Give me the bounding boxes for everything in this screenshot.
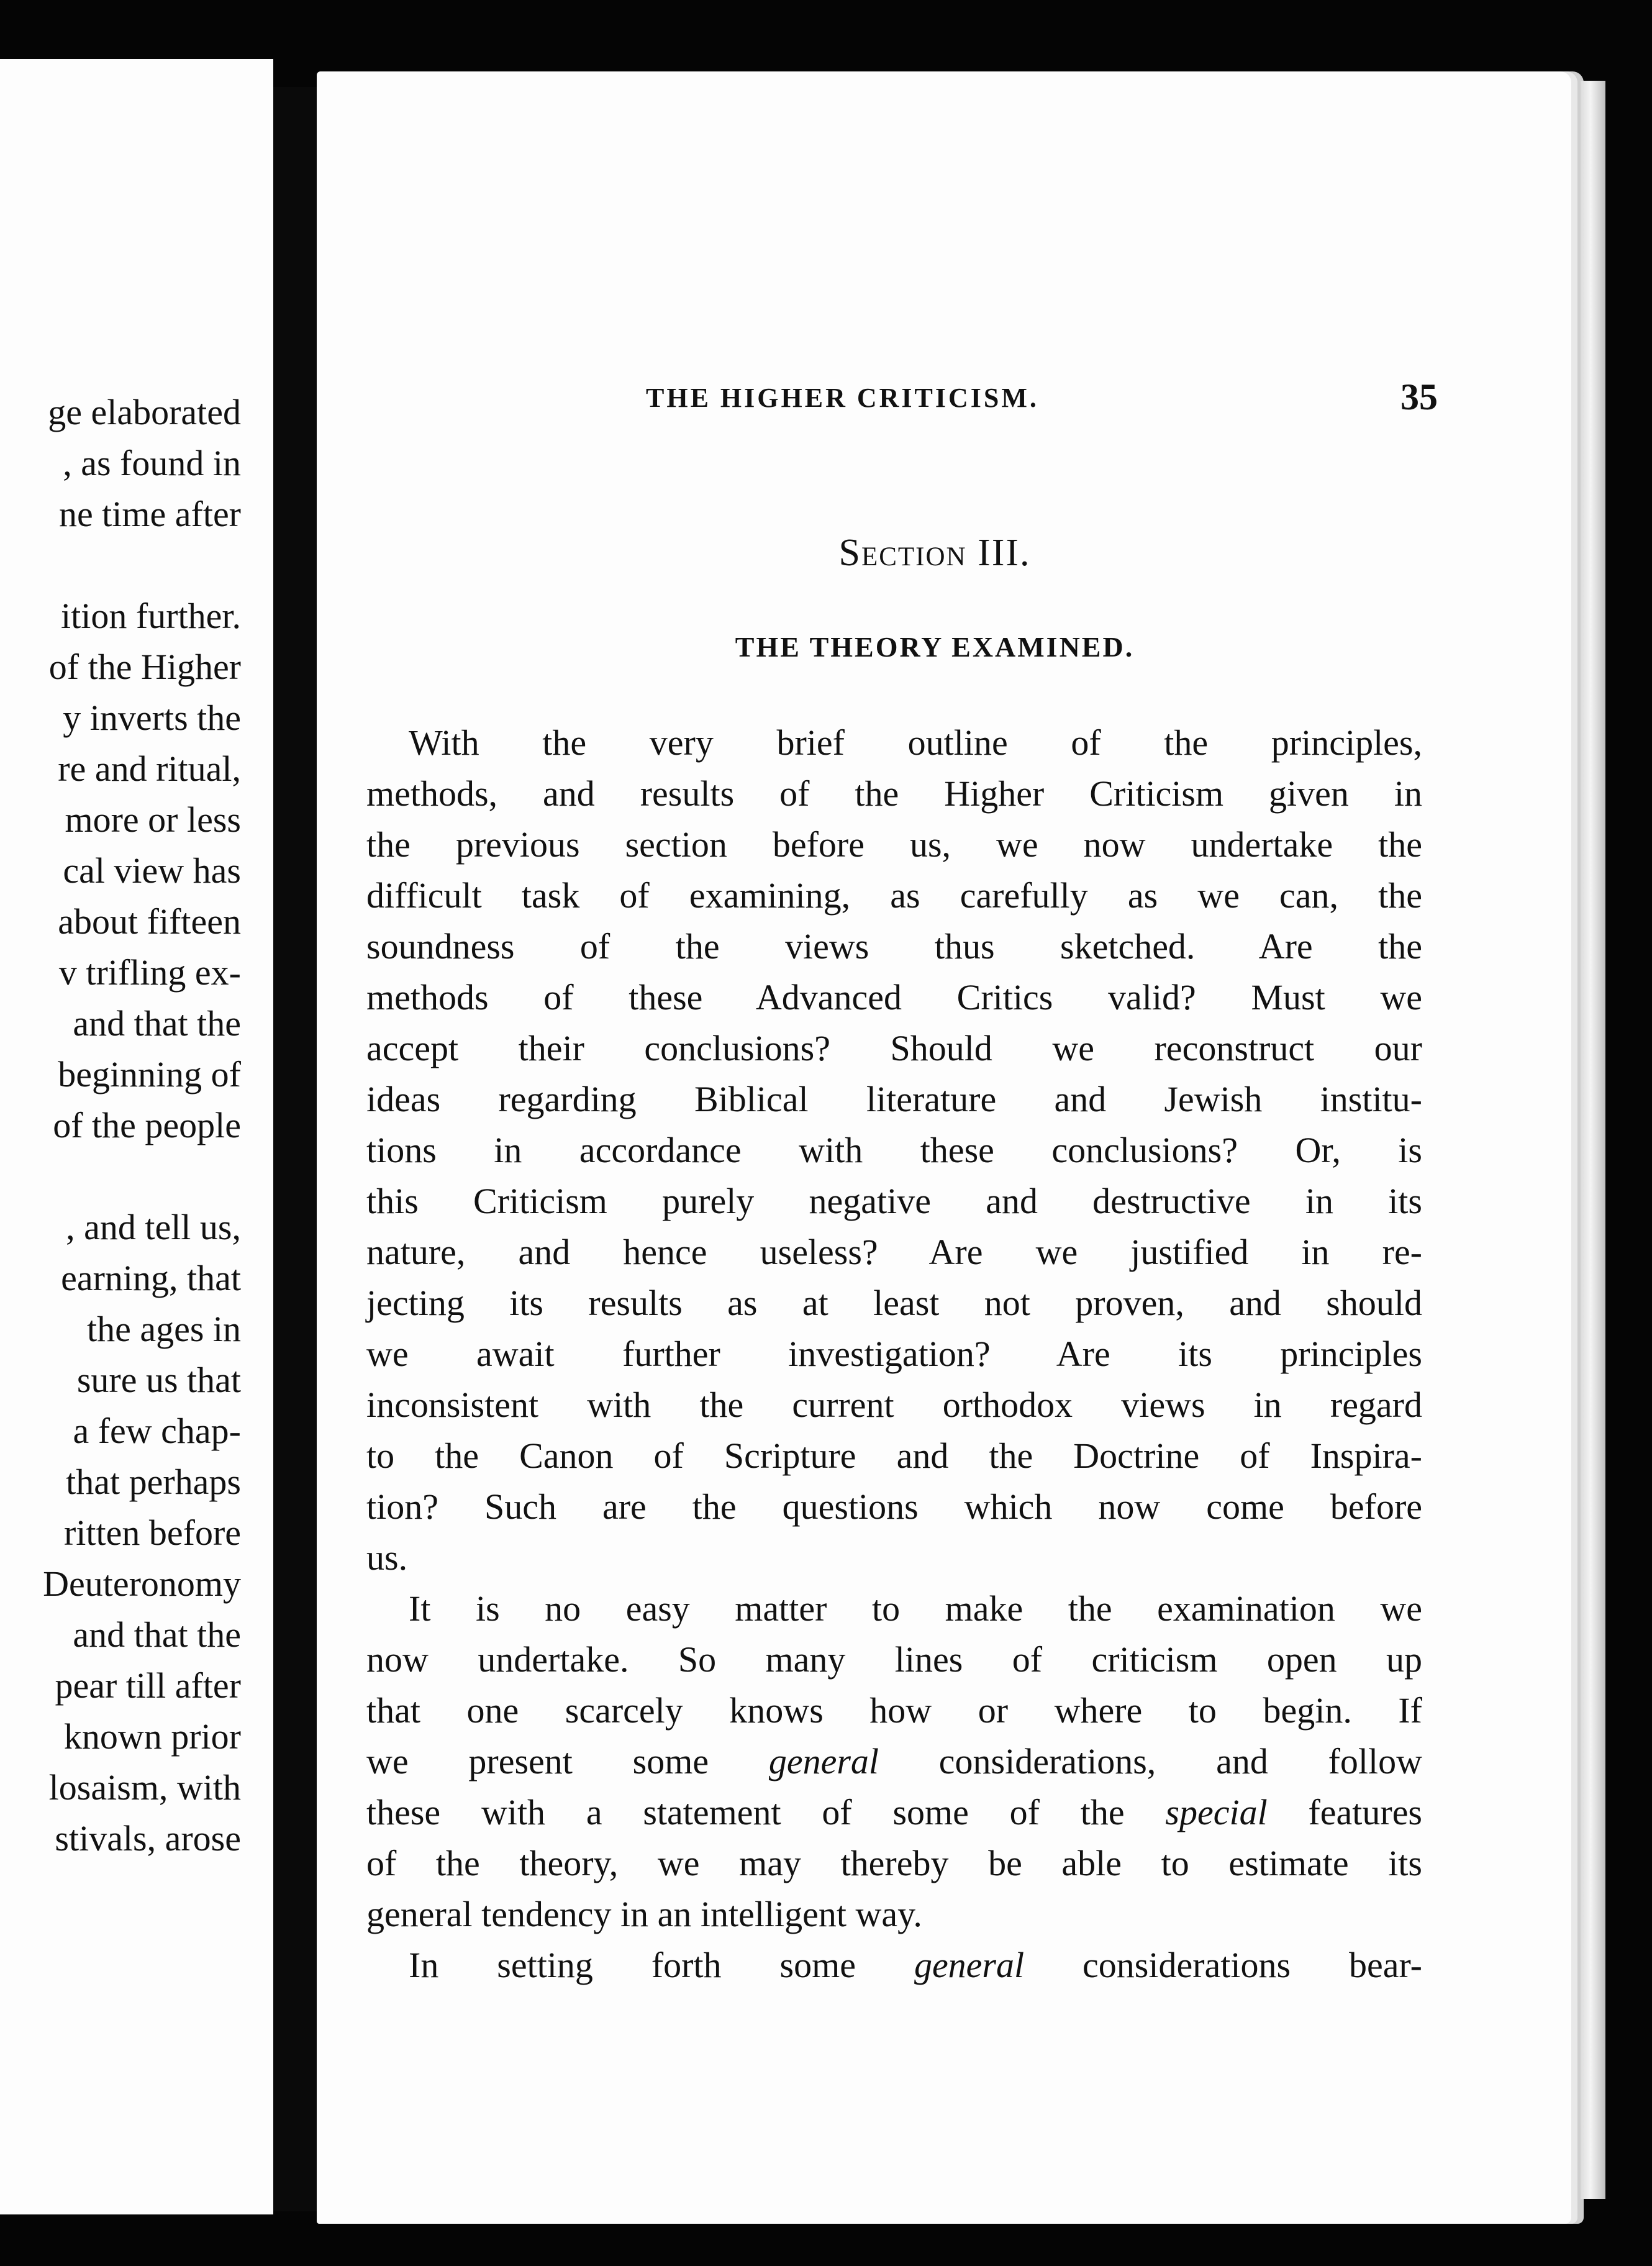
left-line: , as found in bbox=[63, 443, 241, 483]
page-number: 35 bbox=[1400, 376, 1438, 417]
left-line: ge elaborated bbox=[48, 392, 241, 432]
left-line: y inverts the bbox=[63, 698, 241, 738]
left-line: re and ritual, bbox=[58, 749, 241, 789]
text-line: tions in accordance with these conclusions? Or, is bbox=[366, 1130, 1422, 1170]
text-line: that one scarcely knows how or where to begin. If bbox=[366, 1690, 1422, 1731]
text-line: methods, and results of the Higher Criticism given in bbox=[366, 773, 1422, 814]
left-line-gap bbox=[43, 540, 241, 591]
left-line: known prior bbox=[63, 1716, 241, 1757]
text-line: With the very brief outline of the principles, bbox=[409, 722, 1422, 763]
left-line: sure us that bbox=[76, 1360, 241, 1400]
left-line: ition further. bbox=[61, 596, 241, 636]
left-line: the ages in bbox=[86, 1309, 241, 1349]
text-line: now undertake. So many lines of criticism open up bbox=[366, 1639, 1422, 1680]
text-line: methods of these Advanced Critics valid? Must we bbox=[366, 977, 1422, 1017]
text-line: soundness of the views thus sketched. Are the bbox=[366, 926, 1422, 967]
left-facing-page bbox=[0, 59, 273, 2214]
running-head: THE HIGHER CRITICISM. bbox=[646, 383, 1039, 413]
left-line: and that the bbox=[73, 1003, 241, 1044]
text-line: we await further investigation? Are its principles bbox=[366, 1334, 1422, 1374]
left-line: earning, that bbox=[61, 1258, 241, 1298]
text-line: In setting forth some general considerations bear- bbox=[409, 1945, 1422, 1985]
text-line: inconsistent with the current orthodox views in regard bbox=[366, 1385, 1422, 1425]
paragraph bbox=[366, 1940, 1422, 1991]
left-line: more or less bbox=[65, 799, 241, 840]
left-line: a few chap- bbox=[73, 1411, 241, 1451]
binding-gutter bbox=[273, 87, 317, 2211]
text-line: tion? Such are the questions which now come before bbox=[366, 1486, 1422, 1527]
left-line: ne time after bbox=[58, 494, 241, 534]
text-line: of the theory, we may thereby be able to estimate its bbox=[366, 1843, 1422, 1883]
left-line: v trifling ex- bbox=[58, 952, 241, 993]
text-line: difficult task of examining, as carefully as we can, the bbox=[366, 875, 1422, 916]
left-line: of the Higher bbox=[48, 647, 241, 687]
left-line: that perhaps bbox=[66, 1462, 241, 1502]
left-line: , and tell us, bbox=[66, 1207, 241, 1247]
left-line: cal view has bbox=[63, 850, 241, 891]
left-line: pear till after bbox=[55, 1665, 241, 1706]
text-line: It is no easy matter to make the examination we bbox=[409, 1588, 1422, 1629]
paragraph bbox=[366, 717, 1422, 1583]
page-fore-edge bbox=[1581, 81, 1605, 2199]
right-page bbox=[317, 71, 1571, 2224]
text-line: us. bbox=[366, 1537, 408, 1578]
text-line: jecting its results as at least not proven, and should bbox=[366, 1283, 1422, 1323]
body-text bbox=[366, 717, 1422, 1991]
left-line: Deuteronomy bbox=[43, 1563, 241, 1604]
left-line: of the people bbox=[53, 1105, 241, 1145]
left-line: losaism, with bbox=[48, 1767, 241, 1808]
text-line: to the Canon of Scripture and the Doctrine of Inspira- bbox=[366, 1436, 1422, 1476]
left-line: beginning of bbox=[58, 1054, 241, 1094]
text-line: ideas regarding Biblical literature and Jewish institu- bbox=[366, 1079, 1422, 1119]
left-line: ritten before bbox=[63, 1513, 241, 1553]
text-line: these with a statement of some of the special features bbox=[366, 1792, 1423, 1832]
left-line: about fifteen bbox=[58, 901, 241, 942]
text-line: this Criticism purely negative and destructive in its bbox=[366, 1181, 1422, 1221]
left-page-text bbox=[43, 387, 241, 1864]
left-line: stivals, arose bbox=[55, 1818, 241, 1859]
left-line: and that the bbox=[73, 1614, 241, 1655]
text-line: the previous section before us, we now undertake the bbox=[366, 824, 1422, 865]
paragraph bbox=[366, 1583, 1422, 1940]
section-subheading: THE THEORY EXAMINED. bbox=[735, 631, 1135, 663]
text-line: accept their conclusions? Should we reconstruct our bbox=[366, 1028, 1422, 1068]
text-line: we present some general considerations, and follow bbox=[366, 1741, 1423, 1781]
left-line-gap bbox=[43, 1151, 241, 1202]
text-line: general tendency in an intelligent way. bbox=[366, 1894, 922, 1934]
section-heading: Section III. bbox=[838, 532, 1031, 574]
text-line: nature, and hence useless? Are we justified in re- bbox=[366, 1232, 1422, 1272]
